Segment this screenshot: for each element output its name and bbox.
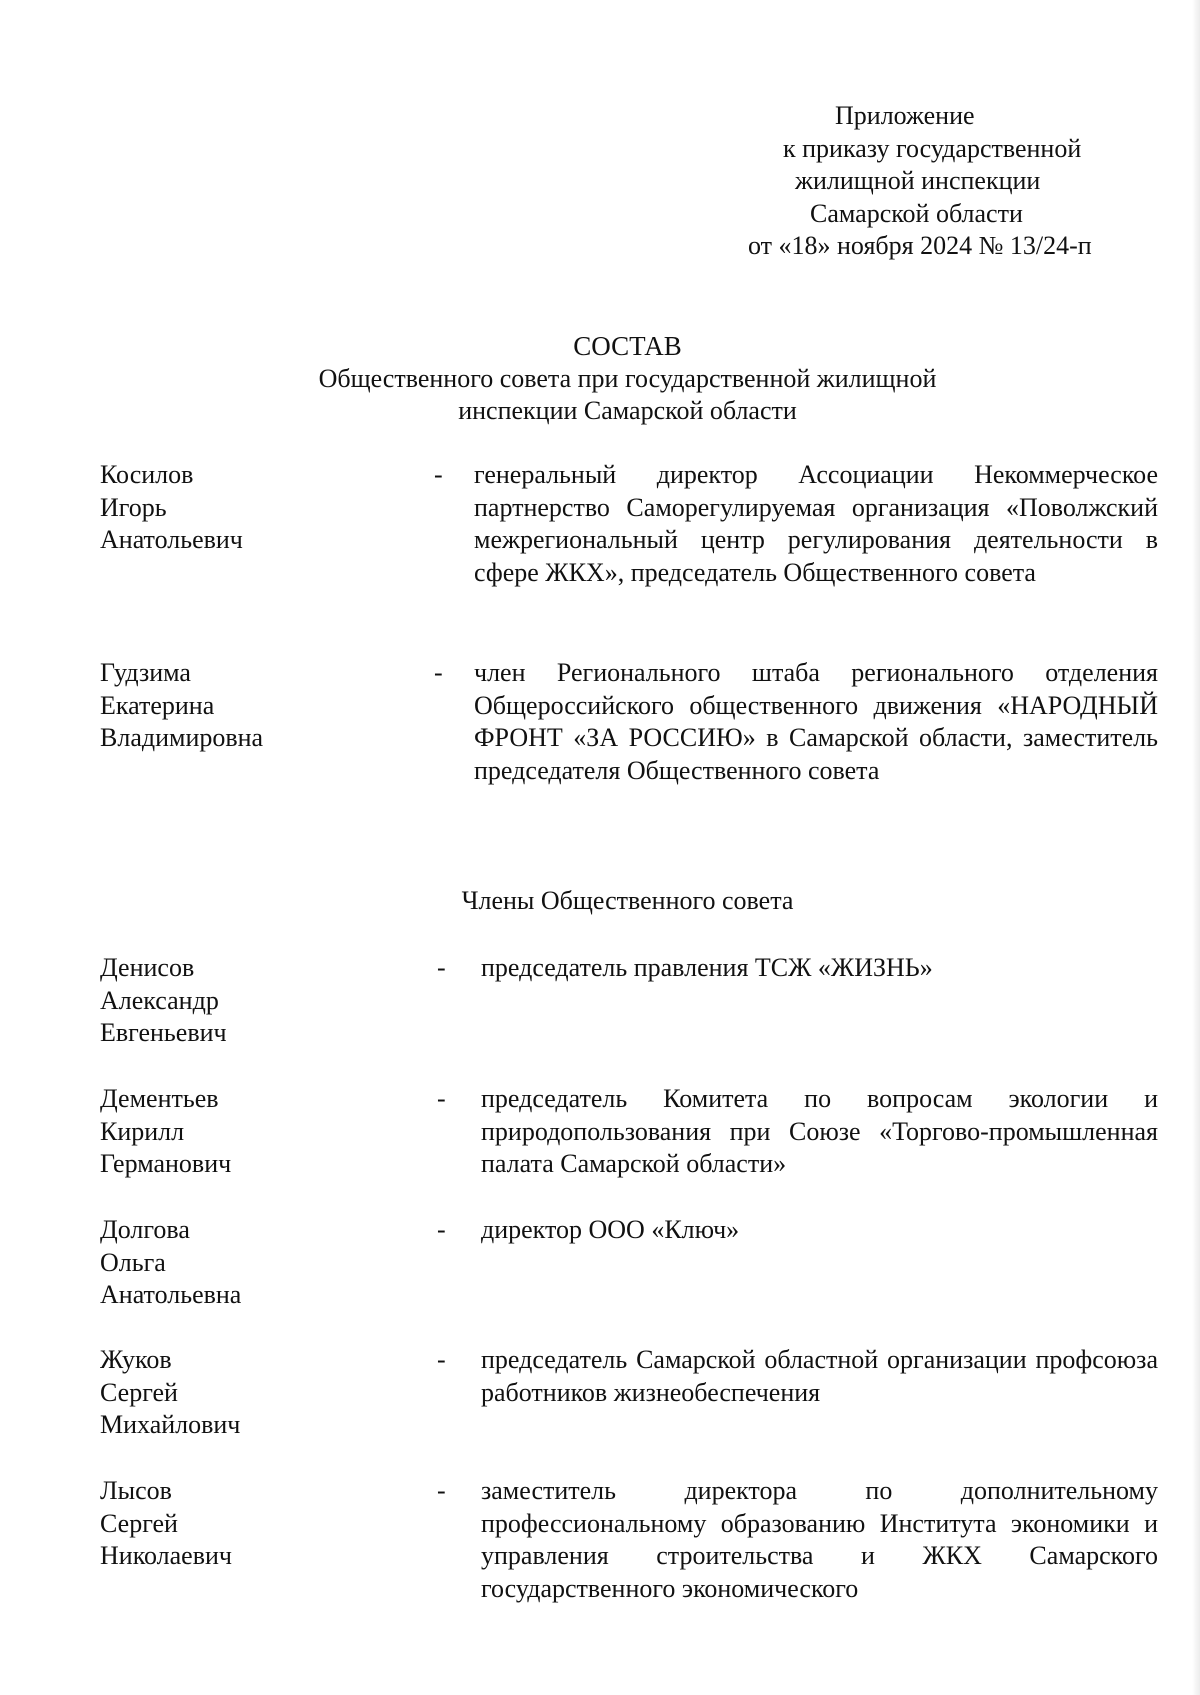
document-subtitle-line1: Общественного совета при государственной жилищной [318, 364, 937, 393]
person-name [100, 1214, 420, 1312]
surname: Долгова [100, 1215, 190, 1244]
page-edge-shadow [1192, 0, 1200, 1695]
separator-dash: - [434, 460, 443, 489]
patronymic: Германович [100, 1149, 232, 1178]
person-name [100, 952, 420, 1050]
position-description: член Регионального штаба регионального отделения Общероссийского общественного движения «НАРОДНЫЙ ФРОНТ «ЗА РОССИЮ» в Самарской области, заместитель председателя Общественного совета [474, 658, 1158, 785]
first-name: Игорь [100, 492, 167, 522]
separator-dash: - [437, 1215, 446, 1244]
person-name [100, 459, 420, 557]
appendix-date-number: от «18» ноября 2024 № 13/24-п [748, 231, 1092, 260]
patronymic: Анатольевна [100, 1280, 242, 1309]
separator-dash: - [437, 1476, 446, 1505]
first-name: Екатерина [100, 690, 215, 720]
surname: Лысов [100, 1476, 172, 1505]
separator-dash: - [437, 1345, 446, 1374]
position-description: председатель Самарской областной организации профсоюза работников жизнеобеспечения [481, 1345, 1158, 1407]
person-name [100, 1475, 420, 1573]
appendix-order-line: к приказу государственной [783, 133, 1082, 163]
surname: Денисов [100, 953, 195, 982]
person-name [100, 1083, 420, 1181]
patronymic: Владимировна [100, 723, 264, 752]
document-title: СОСТАВ [573, 331, 682, 361]
surname: Косилов [100, 460, 194, 489]
first-name: Сергей [100, 1377, 178, 1407]
patronymic: Анатольевич [100, 525, 243, 554]
patronymic: Николаевич [100, 1541, 232, 1570]
appendix-inspection-line: жилищной инспекции [795, 166, 1041, 195]
surname: Дементьев [100, 1084, 219, 1113]
first-name: Ольга [100, 1247, 166, 1277]
position-description: председатель Комитета по вопросам экологии и природопользования при Союзе «Торгово-промышленная палата Самарской области» [481, 1084, 1158, 1178]
appendix-region-line: Самарской области [810, 198, 1023, 228]
separator-dash: - [437, 953, 446, 982]
person-name [100, 657, 420, 755]
position-description: генеральный директор Ассоциации Некоммерческое партнерство Саморегулируемая организация «Поволжский межрегиональный центр регулирования деятельности в сфере ЖКХ», председатель Общественного совета [474, 460, 1158, 587]
patronymic: Евгеньевич [100, 1018, 227, 1047]
first-name: Александр [100, 985, 219, 1015]
position-description: заместитель директора по дополнительному профессиональному образованию Института экономики и управления строительства и ЖКХ Самарского государственного экономического [481, 1476, 1158, 1603]
appendix-title: Приложение [835, 101, 975, 130]
person-name [100, 1344, 420, 1442]
surname: Гудзима [100, 658, 191, 687]
position-description: председатель правления ТСЖ «ЖИЗНЬ» [481, 953, 933, 982]
members-heading: Члены Общественного совета [461, 886, 794, 915]
document-subtitle-line2: инспекции Самарской области [458, 396, 797, 425]
position-description: директор ООО «Ключ» [481, 1215, 740, 1244]
appendix-block [720, 100, 1140, 263]
separator-dash: - [434, 658, 443, 687]
first-name: Кирилл [100, 1116, 185, 1146]
first-name: Сергей [100, 1508, 178, 1538]
patronymic: Михайлович [100, 1410, 241, 1439]
surname: Жуков [100, 1345, 172, 1374]
separator-dash: - [437, 1084, 446, 1113]
